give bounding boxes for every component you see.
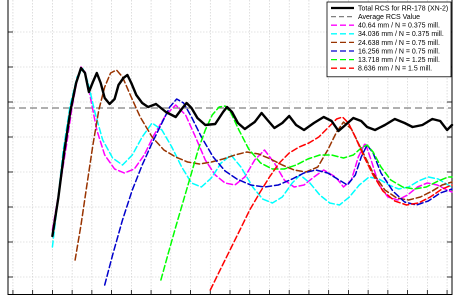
legend-label-5: 16.256 mm / N = 0.75 mill. (358, 48, 440, 56)
legend (327, 2, 451, 77)
series-line-13-718-mm-n-1-25-mill (161, 106, 452, 280)
legend-label-1: Average RCS Value (358, 14, 420, 21)
legend-label-0: Total RCS for RR-178 (XN-2) (358, 5, 449, 13)
legend-label-3: 34.036 mm / N = 0.375 mill. (358, 31, 444, 39)
legend-label-4: 24.638 mm / N = 0.75 mill. (358, 39, 440, 47)
legend-label-6: 13.718 mm / N = 1.25 mill. (358, 57, 440, 64)
legend-label-2: 40.64 mm / N = 0.375 mill. (358, 22, 440, 30)
legend-label-7: 8.636 mm / N = 1.5 mill. (358, 65, 433, 73)
series-layer (52, 67, 452, 290)
series-line-34-036-mm-n-0-375-mill (52, 69, 452, 247)
